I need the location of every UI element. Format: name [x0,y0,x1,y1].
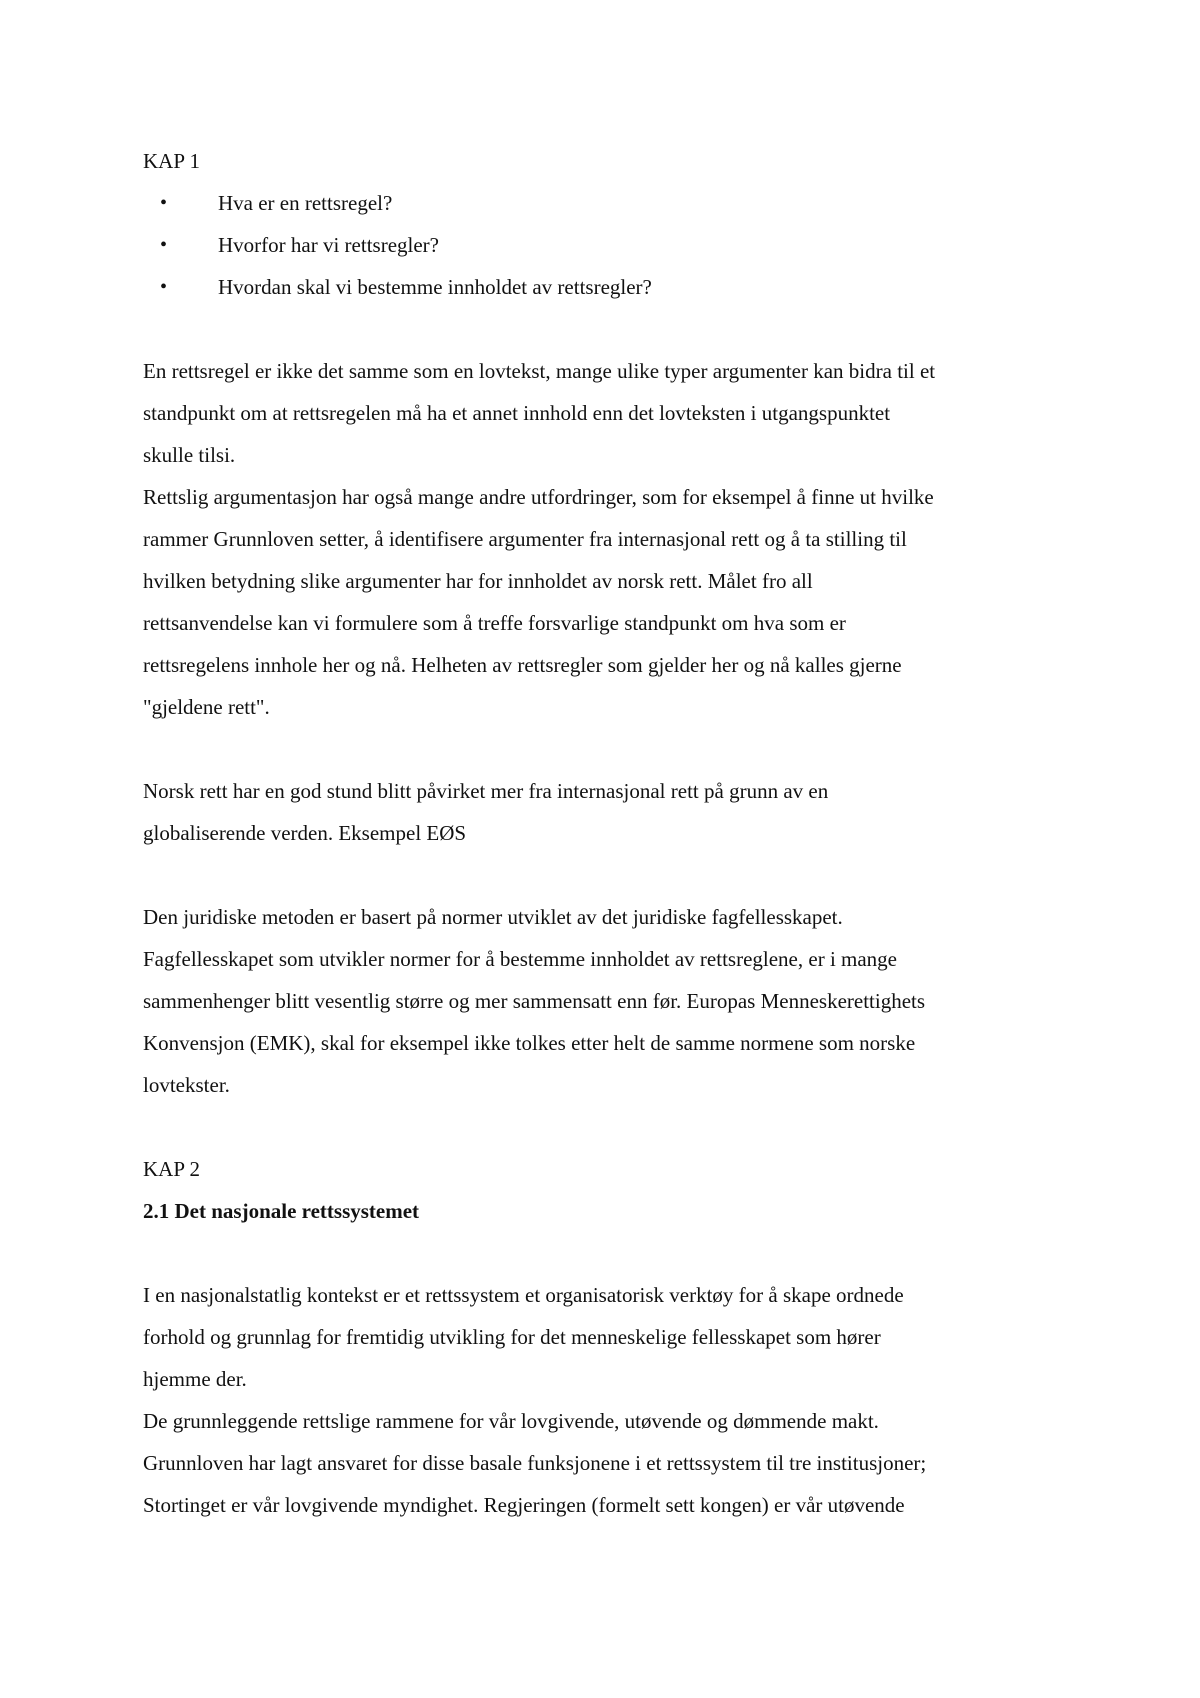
text-line: standpunkt om at rettsregelen må ha et annet innhold enn det lovteksten i utgangspunktet [143,401,891,425]
spacer [143,308,1083,350]
text-line: Konvensjon (EMK), skal for eksempel ikke tolkes etter helt de samme normene som norske [143,1031,916,1055]
list-item-text: Hvorfor har vi rettsregler? [218,233,439,257]
text-line: globaliserende verden. Eksempel EØS [143,821,467,845]
list-item-text: Hva er en rettsregel? [218,191,393,215]
text-line: "gjeldene rett". [143,695,270,719]
chapter-2-heading: KAP 2 [143,1157,200,1181]
list-item-text: Hvordan skal vi bestemme innholdet av rettsregler? [218,275,652,299]
bullet-icon: • [160,192,168,214]
text-line: Norsk rett har en god stund blitt påvirket mer fra internasjonal rett på grunn av en [143,779,829,803]
section-title: 2.1 Det nasjonale rettssystemet [143,1199,420,1223]
text-line: En rettsregel er ikke det samme som en lovtekst, mange ulike typer argumenter kan bidra til et [143,359,936,383]
text-line: forhold og grunnlag for fremtidig utvikling for det menneskelige fellesskapet som hører [143,1325,881,1349]
bullet-icon: • [160,234,168,256]
chapter-1-question-list [143,182,1083,308]
bullet-icon: • [160,276,168,298]
chapter-1-heading: KAP 1 [143,149,200,173]
text-line: Den juridiske metoden er basert på normer utviklet av det juridiske fagfellesskapet. [143,905,843,929]
spacer [143,854,1083,896]
paragraph [143,770,1083,854]
text-line: Stortinget er vår lovgivende myndighet. Regjeringen (formelt sett kongen) er vår utøvende [143,1493,905,1517]
spacer [143,728,1083,770]
text-line: Fagfellesskapet som utvikler normer for å bestemme innholdet av rettsreglene, er i mange [143,947,898,971]
paragraph [143,350,1083,476]
text-line: rettsanvendelse kan vi formulere som å treffe forsvarlige standpunkt om hva som er [143,611,846,635]
paragraph [143,1274,1083,1400]
document-page [143,140,1083,1526]
paragraph [143,896,1083,1106]
text-line: hvilken betydning slike argumenter har for innholdet av norsk rett. Målet fro all [143,569,813,593]
spacer [143,1232,1083,1274]
list-item [143,224,1083,266]
text-line: I en nasjonalstatlig kontekst er et rettssystem et organisatorisk verktøy for å skape ordnede [143,1283,904,1307]
text-line: sammenhenger blitt vesentlig større og mer sammensatt enn før. Europas Menneskerettighets [143,989,926,1013]
spacer [143,1106,1083,1148]
paragraph [143,476,1083,728]
list-item [143,266,1083,308]
text-line: hjemme der. [143,1367,247,1391]
text-line: Grunnloven har lagt ansvaret for disse basale funksjonene i et rettssystem til tre institusjoner; [143,1451,927,1475]
paragraph [143,1400,1083,1526]
text-line: lovtekster. [143,1073,230,1097]
list-item [143,182,1083,224]
text-line: De grunnleggende rettslige rammene for vår lovgivende, utøvende og dømmende makt. [143,1409,879,1433]
text-line: rammer Grunnloven setter, å identifisere argumenter fra internasjonal rett og å ta stilling til [143,527,907,551]
text-line: skulle tilsi. [143,443,236,467]
text-line: Rettslig argumentasjon har også mange andre utfordringer, som for eksempel å finne ut hvilke [143,485,934,509]
text-line: rettsregelens innhole her og nå. Helheten av rettsregler som gjelder her og nå kalles gjerne [143,653,902,677]
